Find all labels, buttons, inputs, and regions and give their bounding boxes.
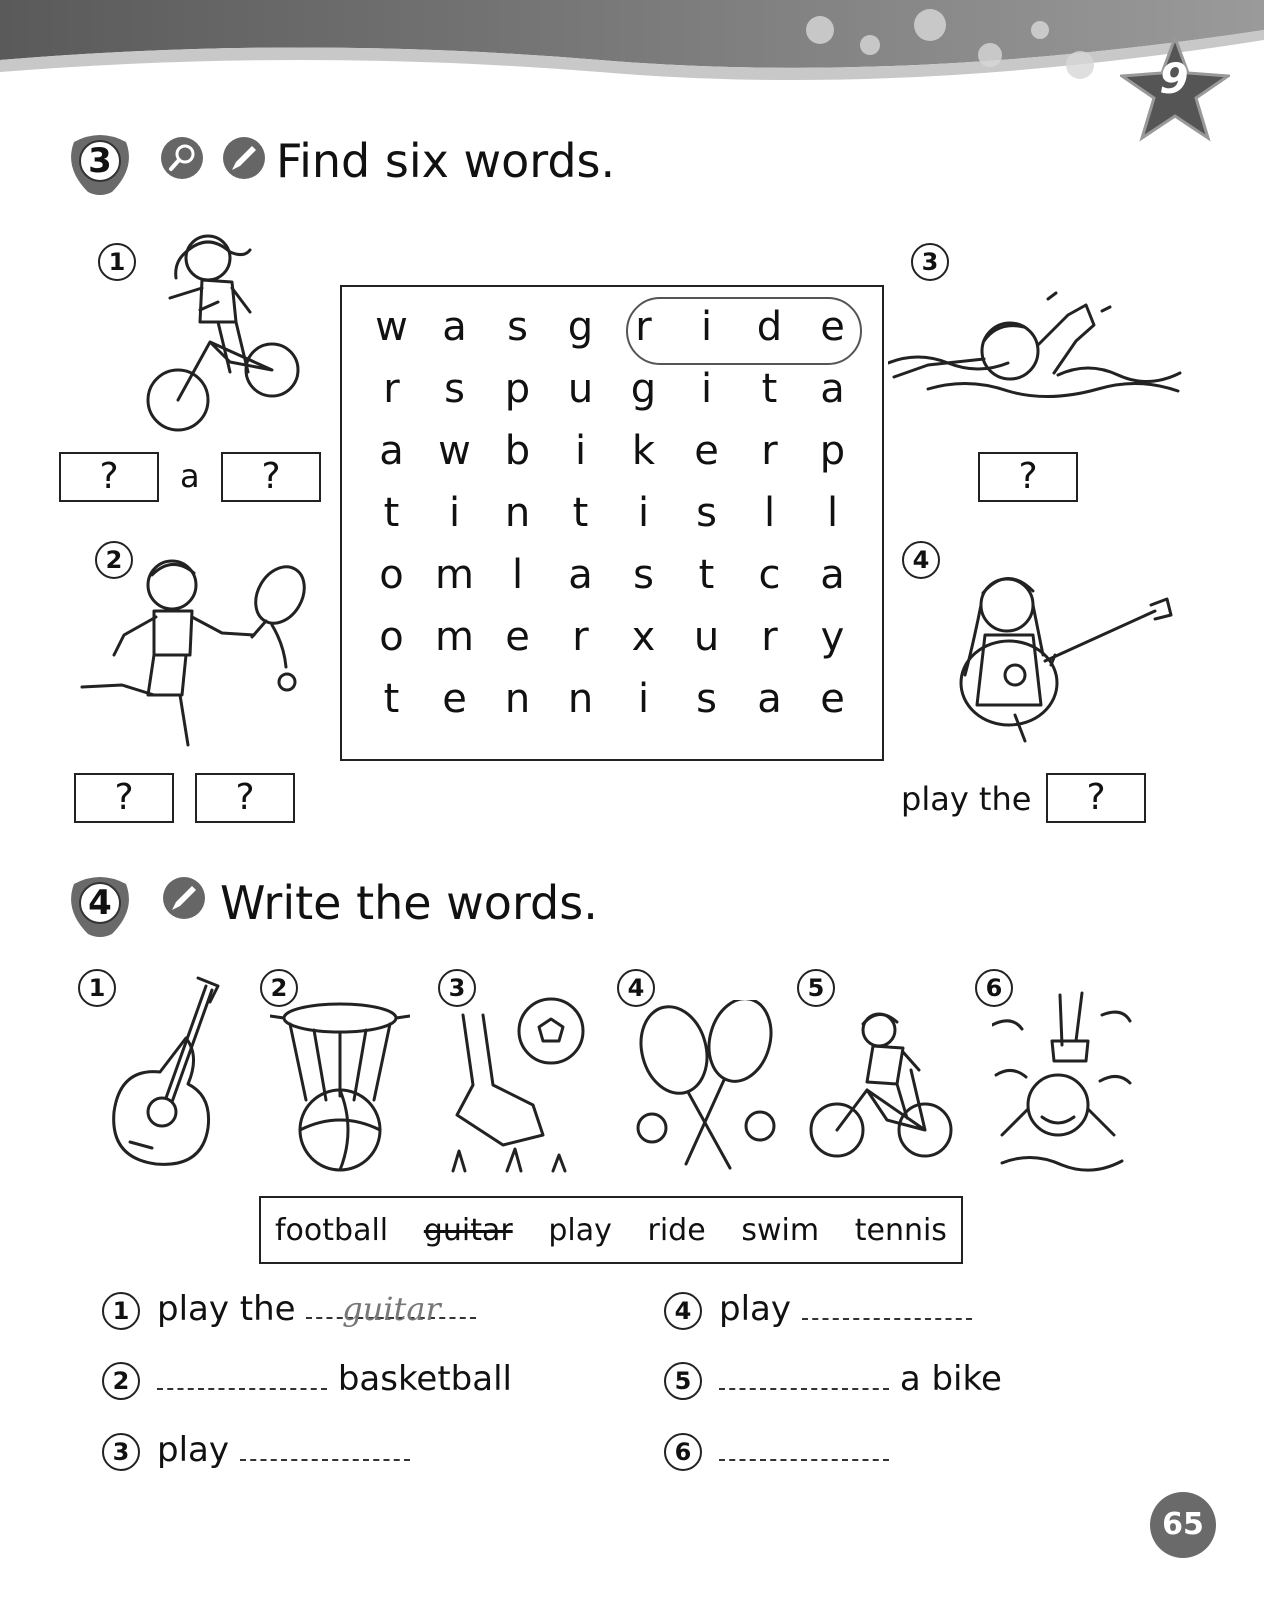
grid-letter[interactable]: s <box>444 366 465 412</box>
grid-letter[interactable]: t <box>698 552 715 598</box>
picture-number-6: 6 <box>975 969 1013 1007</box>
grid-letter[interactable]: i <box>700 304 713 350</box>
word-bank <box>259 1196 963 1264</box>
word-bank-tennis: tennis <box>854 1212 947 1248</box>
answer-box-2a[interactable]: ? <box>74 773 174 823</box>
grid-letter[interactable]: r <box>635 304 652 350</box>
answer-number-6: 6 <box>664 1433 702 1471</box>
grid-letter[interactable]: i <box>700 366 713 412</box>
grid-letter[interactable]: p <box>819 428 846 474</box>
answer-blank-6[interactable] <box>719 1431 889 1461</box>
grid-letter[interactable]: a <box>379 428 404 474</box>
magnifier-icon <box>160 136 204 180</box>
picture-number-3: 3 <box>911 243 949 281</box>
answer-box-3[interactable]: ? <box>978 452 1078 502</box>
grid-letter[interactable]: a <box>820 366 845 412</box>
answer-number-1: 1 <box>102 1292 140 1330</box>
picture-number-1: 1 <box>98 243 136 281</box>
grid-letter[interactable]: a <box>820 552 845 598</box>
grid-letter[interactable]: c <box>758 552 781 598</box>
grid-letter[interactable]: i <box>574 428 587 474</box>
grid-letter[interactable]: e <box>820 304 845 350</box>
answer-box-1a[interactable]: ? <box>59 452 159 502</box>
boy-swimming-icon <box>888 285 1188 425</box>
grid-letter[interactable]: i <box>637 490 650 536</box>
picture-number-4: 4 <box>617 969 655 1007</box>
grid-letter[interactable]: t <box>383 676 400 722</box>
grid-letter[interactable]: s <box>696 676 717 722</box>
grid-letter[interactable]: a <box>757 676 782 722</box>
answer-line-3: play <box>157 1430 410 1470</box>
picture-number-4: 4 <box>902 541 940 579</box>
grid-letter[interactable]: m <box>435 614 474 660</box>
exercise-3-badge: 3 <box>66 128 134 196</box>
word-bank-ride: ride <box>647 1212 706 1248</box>
grid-letter[interactable]: i <box>637 676 650 722</box>
answer-number-2: 2 <box>102 1362 140 1400</box>
grid-letter[interactable]: s <box>696 490 717 536</box>
grid-letter[interactable]: o <box>379 614 404 660</box>
grid-letter[interactable]: r <box>761 614 778 660</box>
grid-letter[interactable]: i <box>448 490 461 536</box>
answer-blank-3[interactable] <box>240 1431 410 1461</box>
tennis-rackets-icon <box>632 1000 782 1175</box>
girl-riding-bike-icon <box>140 222 310 442</box>
word-bank-swim: swim <box>741 1212 820 1248</box>
answer-number-5: 5 <box>664 1362 702 1400</box>
exercise-4-heading: Write the words. <box>220 876 598 930</box>
picture-number-2: 2 <box>260 969 298 1007</box>
grid-letter[interactable]: r <box>572 614 589 660</box>
answer-line-4: play <box>719 1289 972 1329</box>
word-bank-football: football <box>275 1212 389 1248</box>
grid-letter[interactable]: d <box>756 304 783 350</box>
basketball-icon <box>270 1000 410 1175</box>
unit-number: 9 <box>1159 54 1189 103</box>
picture-number-5: 5 <box>797 969 835 1007</box>
grid-letter[interactable]: w <box>438 428 471 474</box>
picture-number-3: 3 <box>438 969 476 1007</box>
grid-letter[interactable]: l <box>511 552 524 598</box>
grid-letter[interactable]: g <box>567 304 594 350</box>
answer-box-1b[interactable]: ? <box>221 452 321 502</box>
grid-letter[interactable]: u <box>567 366 594 412</box>
answer-line-5: a bike <box>719 1359 1002 1399</box>
word-bank-guitar-crossed: guitar <box>423 1212 513 1248</box>
grid-letter[interactable]: g <box>630 366 657 412</box>
pencil-icon <box>222 136 266 180</box>
play-the-label: play the <box>901 780 1032 818</box>
answer-box-2b[interactable]: ? <box>195 773 295 823</box>
answer-blank-4[interactable] <box>802 1290 972 1320</box>
grid-letter[interactable]: l <box>763 490 776 536</box>
grid-letter[interactable]: b <box>504 428 531 474</box>
grid-letter[interactable]: p <box>504 366 531 412</box>
answer-number-3: 3 <box>102 1433 140 1471</box>
girl-playing-guitar-icon <box>955 565 1175 745</box>
grid-letter[interactable]: a <box>568 552 593 598</box>
grid-letter[interactable]: w <box>375 304 408 350</box>
swimming-icon <box>992 985 1132 1180</box>
grid-letter[interactable]: e <box>442 676 467 722</box>
answer-blank-5[interactable] <box>719 1360 889 1390</box>
exercise-4-badge: 4 <box>66 870 134 938</box>
answer-blank-1[interactable]: guitar <box>306 1289 476 1319</box>
grid-letter[interactable]: r <box>383 366 400 412</box>
grid-letter[interactable]: a <box>442 304 467 350</box>
grid-letter[interactable]: y <box>820 614 845 660</box>
football-icon <box>443 995 593 1175</box>
grid-letter[interactable]: n <box>504 490 531 536</box>
girl-on-bike-icon <box>807 1000 957 1170</box>
grid-letter[interactable]: e <box>820 676 845 722</box>
answer-blank-2[interactable] <box>157 1360 327 1390</box>
grid-letter[interactable]: t <box>761 366 778 412</box>
grid-letter[interactable]: r <box>761 428 778 474</box>
grid-letter[interactable]: t <box>572 490 589 536</box>
grid-letter[interactable]: l <box>826 490 839 536</box>
answer-number-4: 4 <box>664 1292 702 1330</box>
grid-letter[interactable]: n <box>504 676 531 722</box>
grid-letter[interactable]: m <box>435 552 474 598</box>
picture-number-2: 2 <box>95 541 133 579</box>
grid-letter[interactable]: n <box>567 676 594 722</box>
answer-box-4[interactable]: ? <box>1046 773 1146 823</box>
word-search-grid <box>360 296 864 730</box>
pencil-icon <box>162 876 206 920</box>
page-number: 65 <box>1150 1492 1216 1558</box>
grid-letter[interactable]: e <box>505 614 530 660</box>
header-banner <box>0 0 1264 110</box>
grid-letter[interactable]: s <box>633 552 654 598</box>
answer-line-2: basketball <box>157 1359 512 1399</box>
exercise-3-heading: Find six words. <box>276 134 616 188</box>
answer-connector-a: a <box>180 457 200 495</box>
guitar-icon <box>100 972 230 1172</box>
grid-letter[interactable]: u <box>693 614 720 660</box>
answer-line-1: play the guitar <box>157 1289 476 1329</box>
word-bank-play: play <box>548 1212 612 1248</box>
grid-letter[interactable]: t <box>383 490 400 536</box>
answer-line-6 <box>719 1430 889 1470</box>
grid-letter[interactable]: s <box>507 304 528 350</box>
grid-letter[interactable]: k <box>631 428 656 474</box>
boy-playing-tennis-icon <box>62 555 312 755</box>
grid-letter[interactable]: o <box>379 552 404 598</box>
grid-letter[interactable]: e <box>694 428 719 474</box>
picture-number-1: 1 <box>78 969 116 1007</box>
grid-letter[interactable]: x <box>631 614 656 660</box>
